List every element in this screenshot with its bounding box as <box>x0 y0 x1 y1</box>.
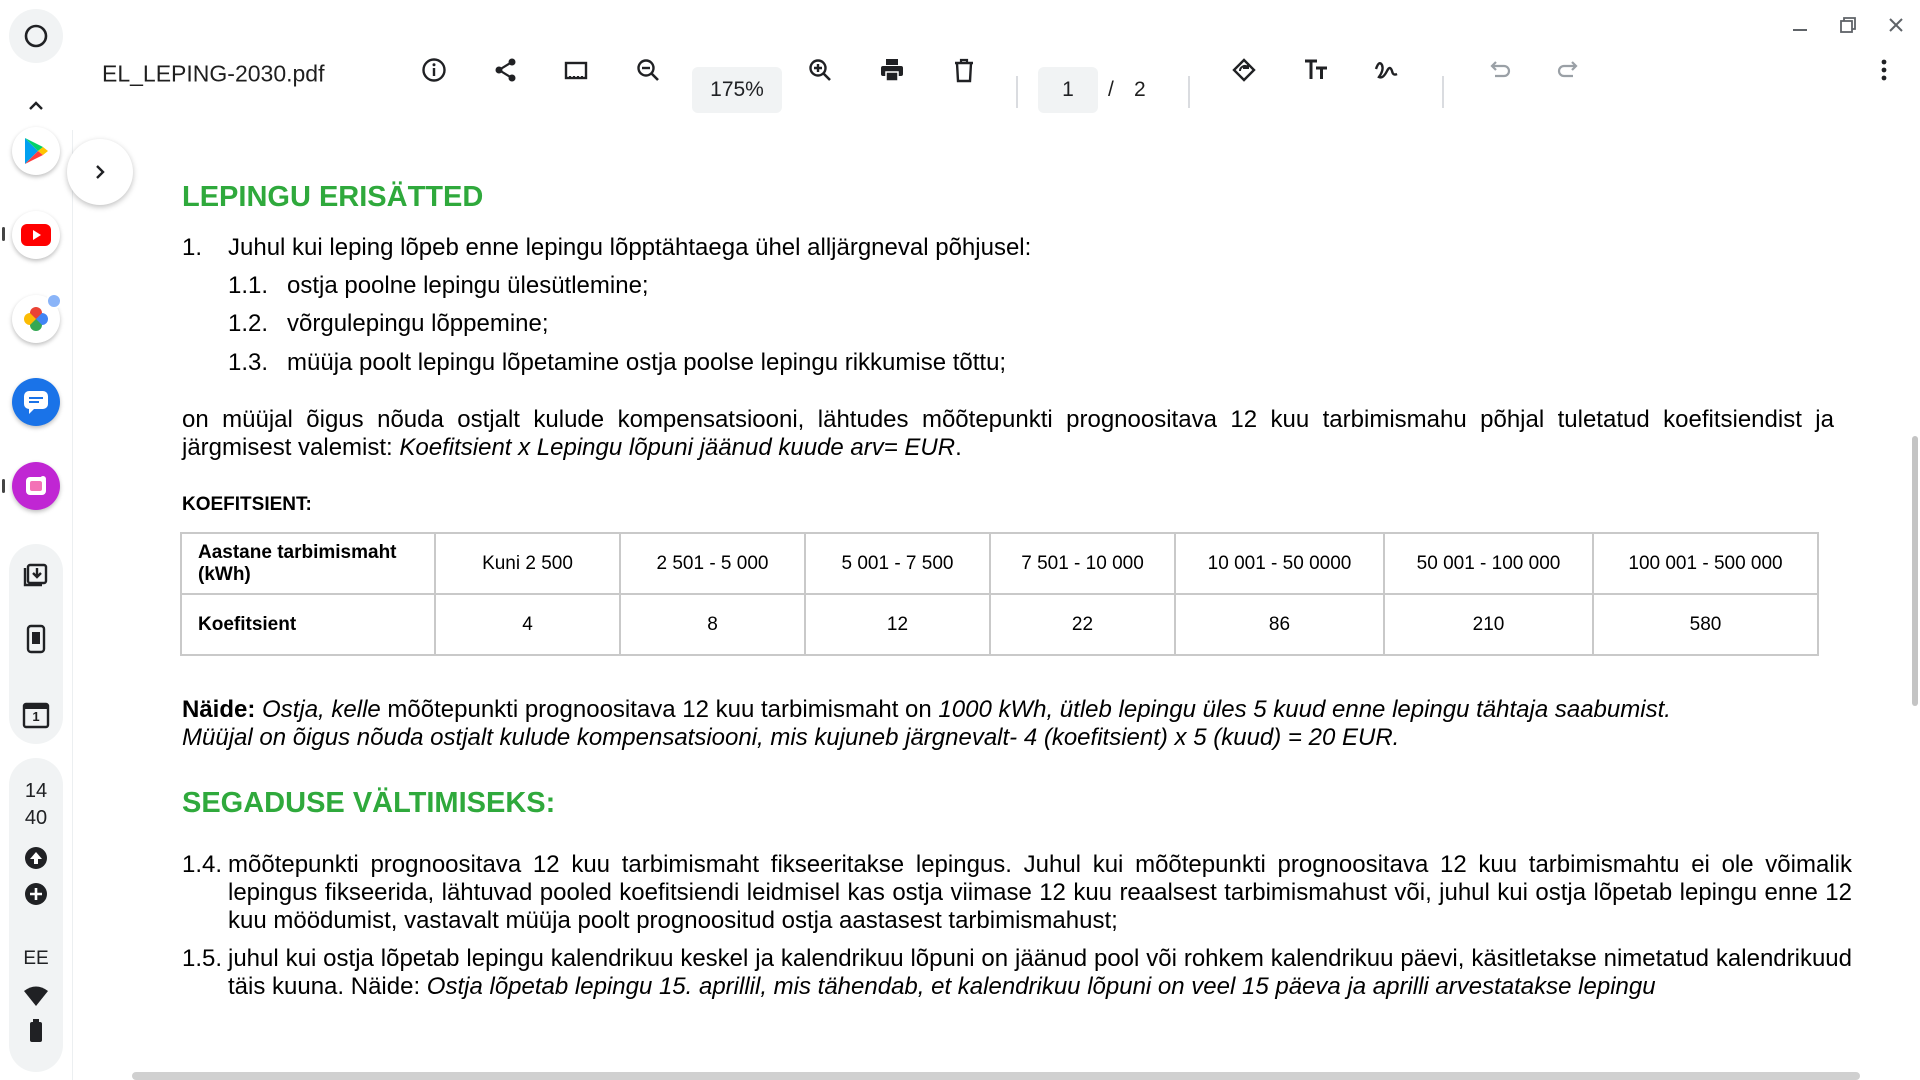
table-cell: Kuni 2 500 <box>435 533 620 594</box>
launcher-icon[interactable] <box>12 12 60 60</box>
list-item-text-plain: juhul kui ostja lõpetab lepingu kalendrikuu keskel ja kalendrikuu lõpuni on jäänud pool või rohkem kalendrikuu päevi, käsitletakse nimetatud kalendrikuud täis kuuna. Näide: <box>228 945 1852 1000</box>
table-cell: 210 <box>1384 594 1593 655</box>
zoom-in-icon[interactable] <box>798 48 842 92</box>
section-heading-segaduse: SEGADUSE VÄLTIMISEKS: <box>182 787 556 819</box>
restore-icon[interactable] <box>1830 10 1866 40</box>
table-row-header: Koefitsient <box>181 594 435 655</box>
gallery-icon[interactable] <box>12 462 60 510</box>
print-icon[interactable] <box>870 48 914 92</box>
table-row-header: Aastane tarbimismaht (kWh) <box>181 533 435 594</box>
share-icon[interactable] <box>484 48 528 92</box>
text-annotation-icon[interactable] <box>1294 48 1338 92</box>
shelf <box>0 0 73 1080</box>
calendar-icon[interactable] <box>12 691 60 739</box>
table-cell: 5 001 - 7 500 <box>805 533 990 594</box>
battery-icon[interactable] <box>12 1007 60 1055</box>
redo-icon[interactable] <box>1548 48 1592 92</box>
table-cell: 4 <box>435 594 620 655</box>
undo-icon[interactable] <box>1476 48 1520 92</box>
youtube-icon[interactable] <box>12 211 60 259</box>
shelf-collapse-icon[interactable] <box>12 82 60 130</box>
table-cell: 50 001 - 100 000 <box>1384 533 1593 594</box>
sidebar-toggle-button[interactable] <box>67 139 133 205</box>
toolbar-separator <box>1016 76 1018 108</box>
table-cell: 580 <box>1593 594 1818 655</box>
table-cell: 10 001 - 50 0000 <box>1175 533 1384 594</box>
formula-end: . <box>955 434 962 461</box>
formula-text: Koefitsient x Lepingu lõpuni jäänud kuude arv= EUR <box>399 434 956 461</box>
koefitsient-table <box>180 532 1819 656</box>
page-separator: / <box>1108 78 1114 101</box>
sub-item-text: müüja poolt lepingu lõpetamine ostja poolse lepingu rikkumise tõttu; <box>287 349 1007 376</box>
keyboard-layout-label[interactable]: EE <box>23 948 49 969</box>
calendar-day-label: 1 <box>32 709 40 724</box>
info-icon[interactable] <box>412 48 456 92</box>
table-cell: 86 <box>1175 594 1384 655</box>
sub-item-number: 1.2. <box>228 310 269 337</box>
close-icon[interactable] <box>1878 10 1914 40</box>
table-cell: 12 <box>805 594 990 655</box>
zoom-level-field[interactable]: 175% <box>692 67 782 113</box>
horizontal-scrollbar[interactable] <box>132 1072 1860 1080</box>
rotate-icon[interactable] <box>1222 48 1266 92</box>
clock-minutes[interactable]: 40 <box>24 807 48 829</box>
table-row <box>181 594 1818 655</box>
example-line2: Müüjal on õigus nõuda ostjalt kulude kompensatsiooni, mis kujuneb järgnevalt- 4 (koefitsient) x 5 (kuud) = 20 EUR. <box>182 724 1400 751</box>
delete-icon[interactable] <box>942 48 986 92</box>
list-item-text <box>228 945 1852 1001</box>
sub-item-number: 1.1. <box>228 272 269 299</box>
pdf-document-page <box>72 130 1920 1080</box>
minimize-icon[interactable] <box>1782 10 1818 40</box>
more-options-icon[interactable] <box>1862 48 1906 92</box>
add-circle-icon[interactable] <box>12 870 60 918</box>
toolbar-separator <box>1442 76 1444 108</box>
fit-page-icon[interactable] <box>554 48 598 92</box>
paragraph-compensation-text: on müüjal õigus nõuda ostjalt kulude kompensatsiooni, lähtudes mõõtepunkti prognoositava 12 kuu tarbimismahu põhjal tuletatud koefitsiendist ja järgmisest valemist: <box>182 406 1834 461</box>
list-item-text: Juhul kui leping lõpeb enne lepingu lõpptähtaega ühel alljärgneval põhjusel: <box>228 234 1032 261</box>
table-row <box>181 533 1818 594</box>
chevron-right-icon <box>91 163 109 181</box>
list-item-text-italic: Ostja lõpetab lepingu 15. aprillil, mis tähendab, et kalendrikuu lõpuni on veel 15 päeva ja aprilli arvestatakse lepingu <box>426 973 1656 1000</box>
file-name: EL_LEPING-2030.pdf <box>102 60 325 87</box>
example-part2: mõõtepunkti prognoositava 12 kuu tarbimismaht on <box>387 696 932 723</box>
list-item-text: mõõtepunkti prognoositava 12 kuu tarbimismaht fikseeritakse lepingus. Juhul kui mõõtepunkti prognoositava 12 kuu tarbimismahtu ei ole võimalik lepingus fikseerida, lähtuvad pooled koefitsiendi leidmisel kas ostja viimase 12 kuu reaalsest tarbimismahust või, juhul kui ostja lõpetab lepingu enne 12 kuu möödumist, vastavalt müüja poolt prognoositud ostja aastasest tarbimismahust; <box>228 851 1852 934</box>
table-cell: 22 <box>990 594 1175 655</box>
example-paragraph <box>182 696 1882 752</box>
list-item-number: 1.5. <box>182 945 223 972</box>
play-store-icon[interactable] <box>12 127 60 175</box>
pdf-toolbar <box>72 0 1920 130</box>
example-part1: Ostja, kelle <box>262 696 381 723</box>
clock-hours[interactable]: 14 <box>24 780 48 802</box>
phone-hub-icon[interactable] <box>12 615 60 663</box>
koefitsient-title: KOEFITSIENT: <box>182 494 312 515</box>
example-label: Näide: <box>182 696 256 723</box>
sub-item-text: ostja poolne lepingu ülesütlemine; <box>287 272 649 299</box>
table-cell: 7 501 - 10 000 <box>990 533 1175 594</box>
list-item-number: 1. <box>182 234 203 261</box>
page-number-input[interactable]: 1 <box>1038 67 1098 113</box>
example-part3: 1000 kWh, ütleb lepingu üles 5 kuud enne lepingu tähtaja saabumist. <box>938 696 1671 723</box>
list-item-number: 1.4. <box>182 851 223 878</box>
paragraph-compensation <box>182 406 1834 462</box>
draw-annotation-icon[interactable] <box>1364 48 1408 92</box>
sub-item-text: võrgulepingu lõppemine; <box>287 310 549 337</box>
photos-icon[interactable] <box>12 295 60 343</box>
zoom-out-icon[interactable] <box>626 48 670 92</box>
page-total: 2 <box>1134 78 1146 101</box>
vertical-scrollbar[interactable] <box>1912 436 1918 706</box>
holding-space-icon[interactable] <box>12 549 60 597</box>
toolbar-separator <box>1188 76 1190 108</box>
table-cell: 2 501 - 5 000 <box>620 533 805 594</box>
table-cell: 100 001 - 500 000 <box>1593 533 1818 594</box>
sub-item-number: 1.3. <box>228 349 269 376</box>
table-cell: 8 <box>620 594 805 655</box>
messages-icon[interactable] <box>12 378 60 426</box>
section-heading-erisatted: LEPINGU ERISÄTTED <box>182 181 484 213</box>
